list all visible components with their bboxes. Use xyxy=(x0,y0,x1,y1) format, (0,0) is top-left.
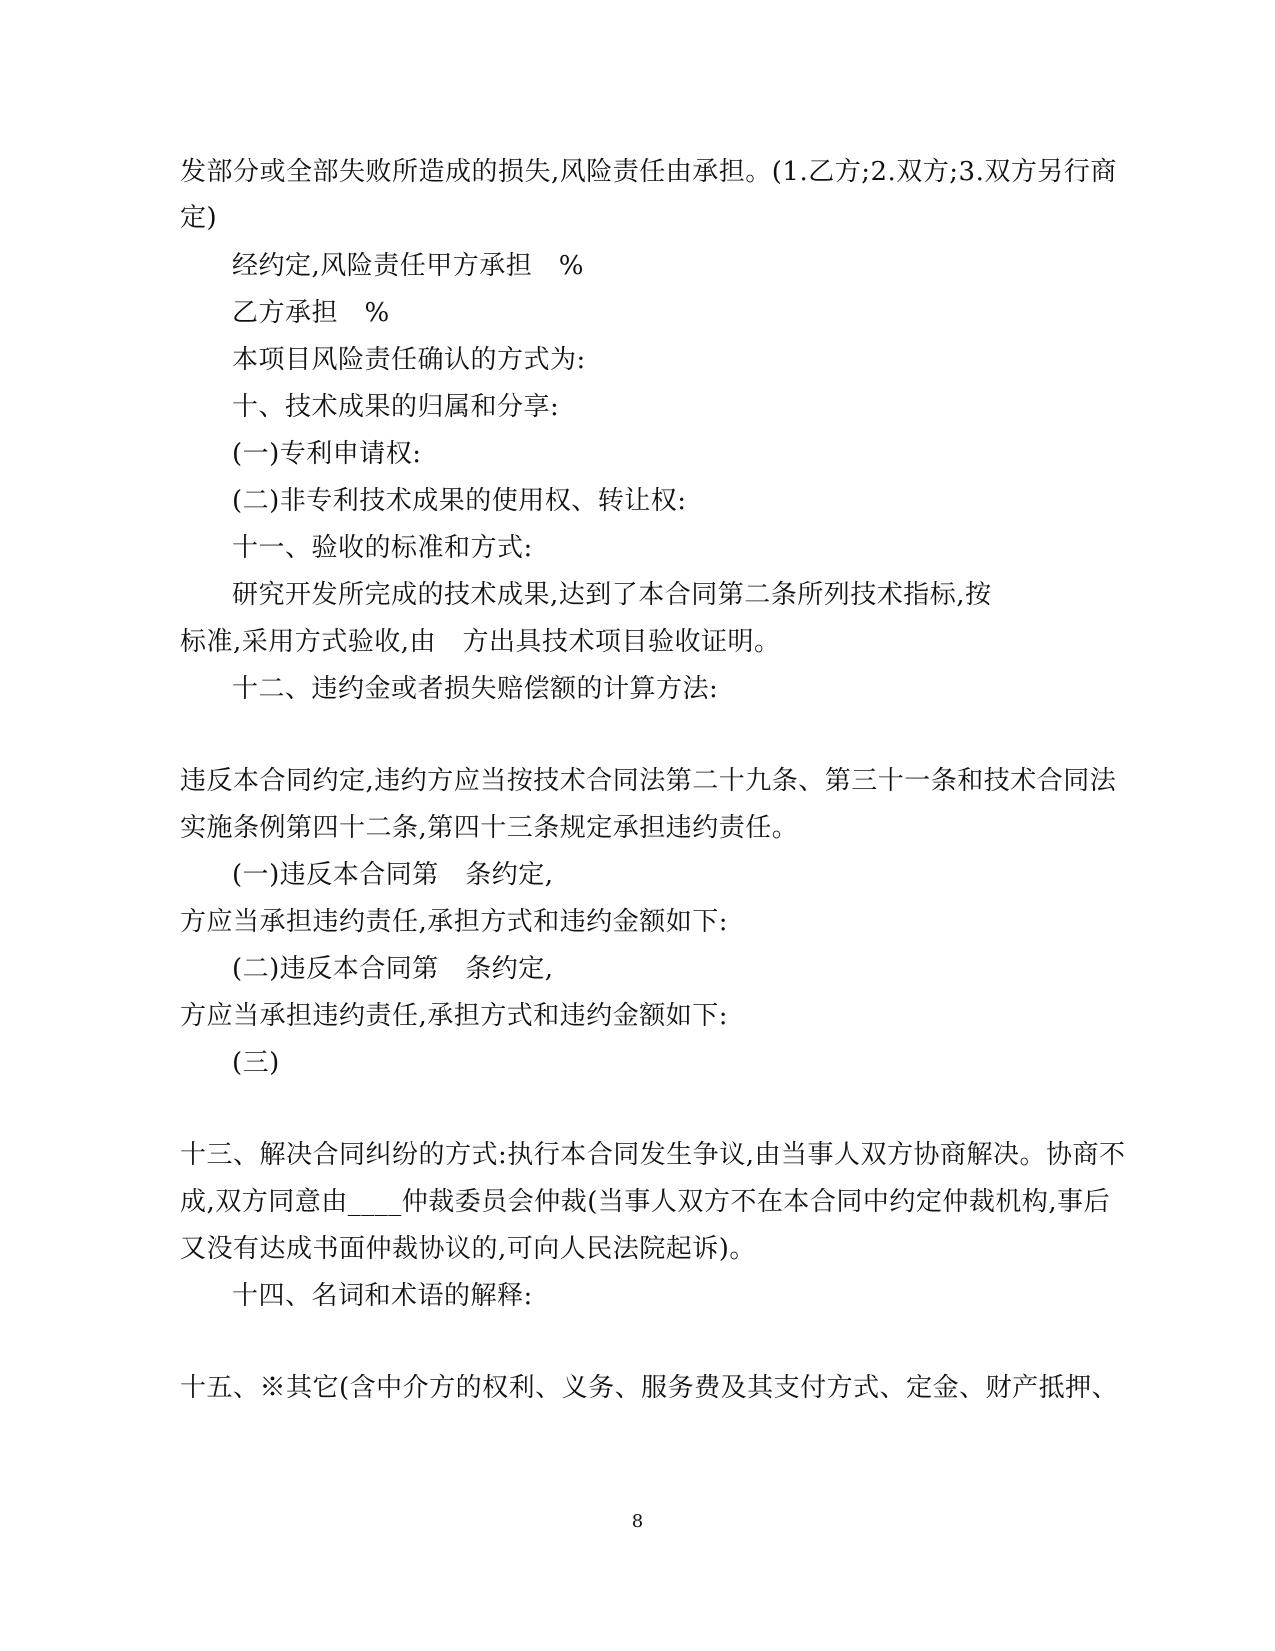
text-line: 标准,采用方式验收,由 方出具技术项目验收证明。 xyxy=(180,627,781,657)
text-line: (一)专利申请权: xyxy=(232,439,422,469)
text-line: 发部分或全部失败所造成的损失,风险责任由承担。(1.乙方;2.双方;3.双方另行商 xyxy=(180,157,1117,187)
text-line: 实施条例第四十二条,第四十三条规定承担违约责任。 xyxy=(180,813,799,843)
text-line: 违反本合同约定,违约方应当按技术合同法第二十九条、第三十一条和技术合同法 xyxy=(180,766,1117,796)
text-line: (二)违反本合同第 条约定, xyxy=(232,954,554,984)
text-line: 方应当承担违约责任,承担方式和违约金额如下: xyxy=(180,907,729,937)
text-line: 研究开发所完成的技术成果,达到了本合同第二条所列技术指标,按 xyxy=(232,580,992,610)
section-heading: 十二、违约金或者损失赔偿额的计算方法: xyxy=(232,674,719,704)
text-line: 经约定,风险责任甲方承担 % xyxy=(232,251,584,281)
text-line: 本项目风险责任确认的方式为: xyxy=(232,345,586,375)
text-line: 又没有达成书面仲裁协议的,可向人民法院起诉)。 xyxy=(180,1234,756,1264)
text-line: (三) xyxy=(232,1048,280,1078)
text-line: 方应当承担违约责任,承担方式和违约金额如下: xyxy=(180,1001,729,1031)
page-number: 8 xyxy=(631,1511,644,1532)
text-line: 成,双方同意由____仲裁委员会仲裁(当事人双方不在本合同中约定仲裁机构,事后 xyxy=(180,1187,1111,1217)
section-heading: 十一、验收的标准和方式: xyxy=(232,533,533,563)
section-heading: 十四、名词和术语的解释: xyxy=(232,1281,533,1311)
text-line: 定) xyxy=(180,203,218,233)
text-line: (二)非专利技术成果的使用权、转让权: xyxy=(232,486,687,516)
section-heading: 十三、解决合同纠纷的方式:执行本合同发生争议,由当事人双方协商解决。协商不 xyxy=(180,1140,1126,1170)
text-line: 乙方承担 % xyxy=(232,298,390,328)
text-line: (一)违反本合同第 条约定, xyxy=(232,860,554,890)
section-heading: 十五、※其它(含中介方的权利、义务、服务费及其支付方式、定金、财产抵押、 xyxy=(180,1373,1119,1403)
section-heading: 十、技术成果的归属和分享: xyxy=(232,392,560,422)
